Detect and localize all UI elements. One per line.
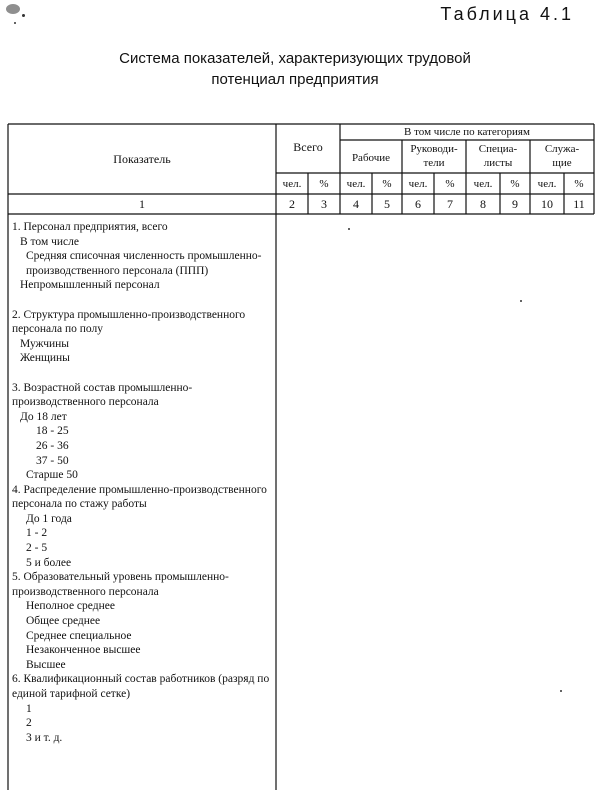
scan-speck <box>520 300 522 302</box>
indicator-row: До 18 лет <box>20 410 67 423</box>
indicator-row: Средняя списочная численность промышленно-производственного персонала (ППП) <box>26 250 262 277</box>
subheader-person: чел. <box>346 178 366 190</box>
indicator-row: 1 <box>26 702 32 715</box>
section-heading: 6. Квалификационный состав работников (разряд по единой тарифной сетке) <box>12 673 270 700</box>
subheader-person: чел. <box>408 178 428 190</box>
column-number: 8 <box>480 197 486 211</box>
column-number: 5 <box>384 197 390 211</box>
indicator-list <box>12 220 280 745</box>
indicator-row: 2 - 5 <box>26 542 48 555</box>
indicator-row: Незаконченное высшее <box>26 644 141 657</box>
indicator-row: Общее среднее <box>26 615 101 628</box>
section-heading: 1. Персонал предприятия, всего <box>12 221 168 233</box>
indicator-row: Женщины <box>20 352 70 365</box>
subheader-percent: % <box>382 178 392 190</box>
column-number: 7 <box>447 197 453 211</box>
section-heading: 3. Возрастной состав промышленно-производственного персонала <box>12 381 193 409</box>
indicator-row: 26 - 36 <box>36 439 69 452</box>
column-number: 3 <box>321 197 327 211</box>
subheader-percent: % <box>574 178 584 190</box>
indicator-row: 18 - 25 <box>36 425 69 438</box>
section-heading <box>12 293 280 308</box>
column-number: 1 <box>139 197 145 211</box>
scan-speck <box>14 22 16 24</box>
header-specialists-line1: Специа- <box>478 143 518 155</box>
indicator-row: Старше 50 <box>26 469 78 482</box>
scan-speck <box>22 14 25 17</box>
section-heading: 5. Образовательный уровень промышленно-производственного персонала <box>12 571 229 598</box>
header-employees-line1: Служа- <box>544 143 580 155</box>
scan-speck <box>348 228 350 230</box>
scan-speck <box>560 690 562 692</box>
title-line-1: Система показателей, характеризующих трудовой <box>119 50 471 67</box>
header-employees-line2: щие <box>552 157 572 169</box>
indicator-row: В том числе <box>20 235 79 248</box>
scan-speck <box>6 4 20 14</box>
subheader-person: чел. <box>282 178 302 190</box>
indicator-row: 2 <box>26 717 32 730</box>
header-specialists-line2: листы <box>483 157 513 169</box>
indicator-row: Среднее специальное <box>26 629 132 642</box>
indicator-row: 5 и более <box>26 556 72 569</box>
indicator-row: Высшее <box>26 658 66 671</box>
subheader-percent: % <box>319 178 329 190</box>
section-heading <box>12 366 280 381</box>
section-heading: 4. Распределение промышленно-производственного персонала по стажу работы <box>12 483 267 511</box>
section-heading: 2. Структура промышленно-производственного персонала по полу <box>12 308 246 336</box>
indicator-row: 1 - 2 <box>26 527 48 540</box>
header-managers-line2: тели <box>423 157 445 169</box>
indicator-row: До 1 года <box>26 512 72 525</box>
column-number: 4 <box>353 197 359 211</box>
subheader-person: чел. <box>473 178 493 190</box>
header-total: Всего <box>293 140 323 154</box>
table-number-label: Таблица 4.1 <box>440 4 574 24</box>
header-indicator: Показатель <box>113 152 171 166</box>
indicator-row: Неполное среднее <box>26 600 115 613</box>
subheader-percent: % <box>510 178 520 190</box>
indicator-row: Мужчины <box>20 337 70 350</box>
header-managers-line1: Руководи- <box>410 143 458 155</box>
subheader-percent: % <box>445 178 455 190</box>
column-number: 2 <box>289 197 295 211</box>
header-by-category: В том числе по категориям <box>404 126 530 138</box>
column-number: 10 <box>541 197 553 211</box>
indicator-row: Непромышленный персонал <box>20 279 160 292</box>
subheader-person: чел. <box>537 178 557 190</box>
column-number: 11 <box>573 197 585 211</box>
column-number: 9 <box>512 197 518 211</box>
title-line-2: потенциал предприятия <box>211 71 379 88</box>
indicator-row: 3 и т. д. <box>26 731 63 744</box>
indicator-row: 37 - 50 <box>36 454 69 467</box>
column-number: 6 <box>415 197 421 211</box>
header-workers: Рабочие <box>351 152 391 164</box>
